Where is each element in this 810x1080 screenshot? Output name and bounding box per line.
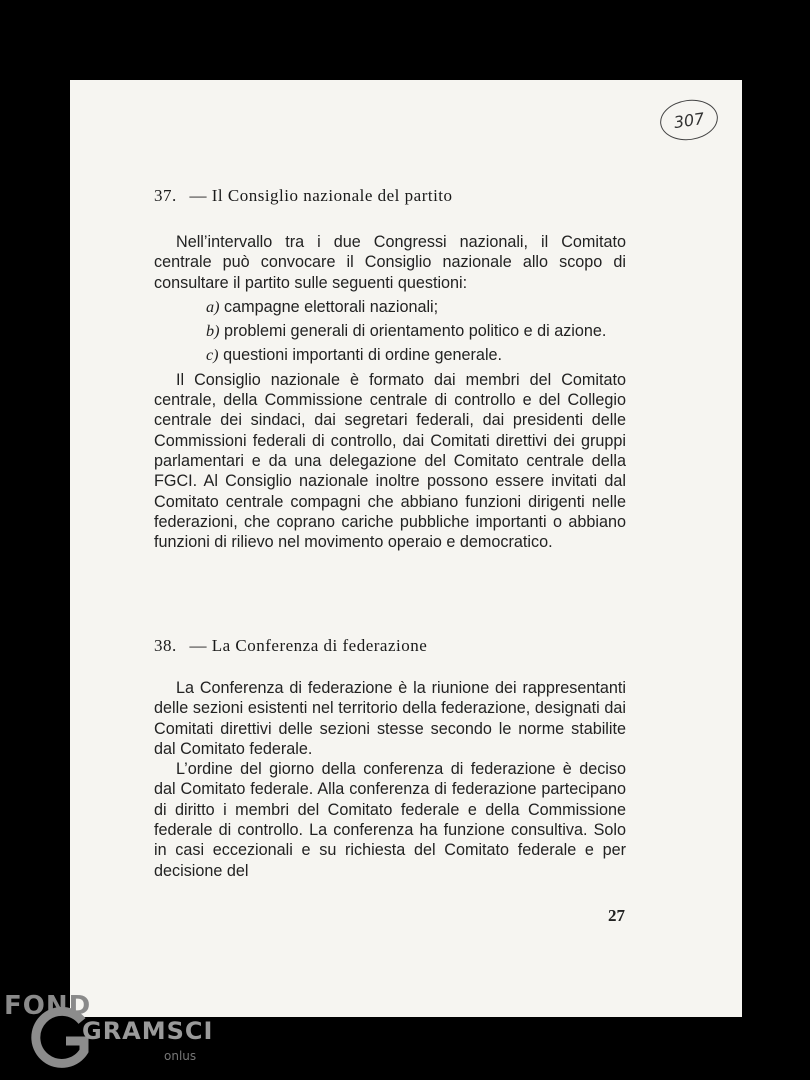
watermark-line-3: onlus xyxy=(164,1049,197,1063)
section-37-number: 37. xyxy=(154,186,177,205)
document-page xyxy=(70,80,742,1017)
list-marker-b: b) xyxy=(206,322,220,341)
section-37-body xyxy=(154,232,626,552)
section-38-number: 38. xyxy=(154,636,177,655)
list-marker-c: c) xyxy=(206,346,219,365)
section-38-heading xyxy=(154,636,654,656)
section-37-paragraph-1: Nell’intervallo tra i due Congressi nazionali, il Comitato centrale può convocare il Consiglio nazionale allo scopo di consultare il partito sulle seguenti questioni: xyxy=(154,233,626,292)
section-38-title: — La Conferenza di federazione xyxy=(189,636,428,655)
section-38-paragraph-2: L’ordine del giorno della conferenza di federazione è deciso dal Comitato federale. Alla conferenza di federazione partecipano di diritto i membri del Comitato federale e della Commissione federale di controllo. La conferenza ha funzione consultiva. Solo in casi eccezionali e su richiesta del Comitato federale e per decisione del xyxy=(154,760,626,880)
fondazione-gramsci-watermark xyxy=(0,985,260,1080)
section-38-body xyxy=(154,678,626,881)
section-37-heading xyxy=(154,186,654,206)
section-38-paragraph-1: La Conferenza di federazione è la riunione dei rappresentanti delle sezioni esistenti nel territorio della federazione, designati dai Comitati direttivi delle sezioni stesse secondo le norme stabilite dal Comitato federale. xyxy=(154,679,626,758)
page-number: 27 xyxy=(608,906,625,925)
list-item-a: a) campagne elettorali nazionali; xyxy=(206,297,439,316)
list-item-b: b) problemi generali di orientamento politico e di azione. xyxy=(206,322,607,341)
gramsci-g-icon xyxy=(30,1007,90,1073)
list-marker-a: a) xyxy=(206,297,220,316)
watermark-line-1: FOND xyxy=(4,991,92,1021)
watermark-line-2: GRAMSCI xyxy=(82,1017,214,1045)
archive-stamp: 307 xyxy=(657,96,720,144)
list-item-c: c) questioni importanti di ordine generale. xyxy=(206,346,503,365)
section-37-title: — Il Consiglio nazionale del partito xyxy=(189,186,453,205)
section-37-paragraph-2: Il Consiglio nazionale è formato dai membri del Comitato centrale, della Commissione centrale di controllo e del Collegio centrale dei sindaci, dai segretari federali, dai presidenti delle Commissioni federali di controllo, dai Comitati direttivi dei gruppi parlamentari e da una delegazione del Comitato centrale della FGCI. Al Consiglio nazionale inoltre possono essere invitati dal Comitato centrale compagni che abbiano funzioni dirigenti nelle federazioni, che coprano cariche pubbliche importanti o abbiano funzioni di rilievo nel movimento operaio e democratico. xyxy=(154,370,626,552)
